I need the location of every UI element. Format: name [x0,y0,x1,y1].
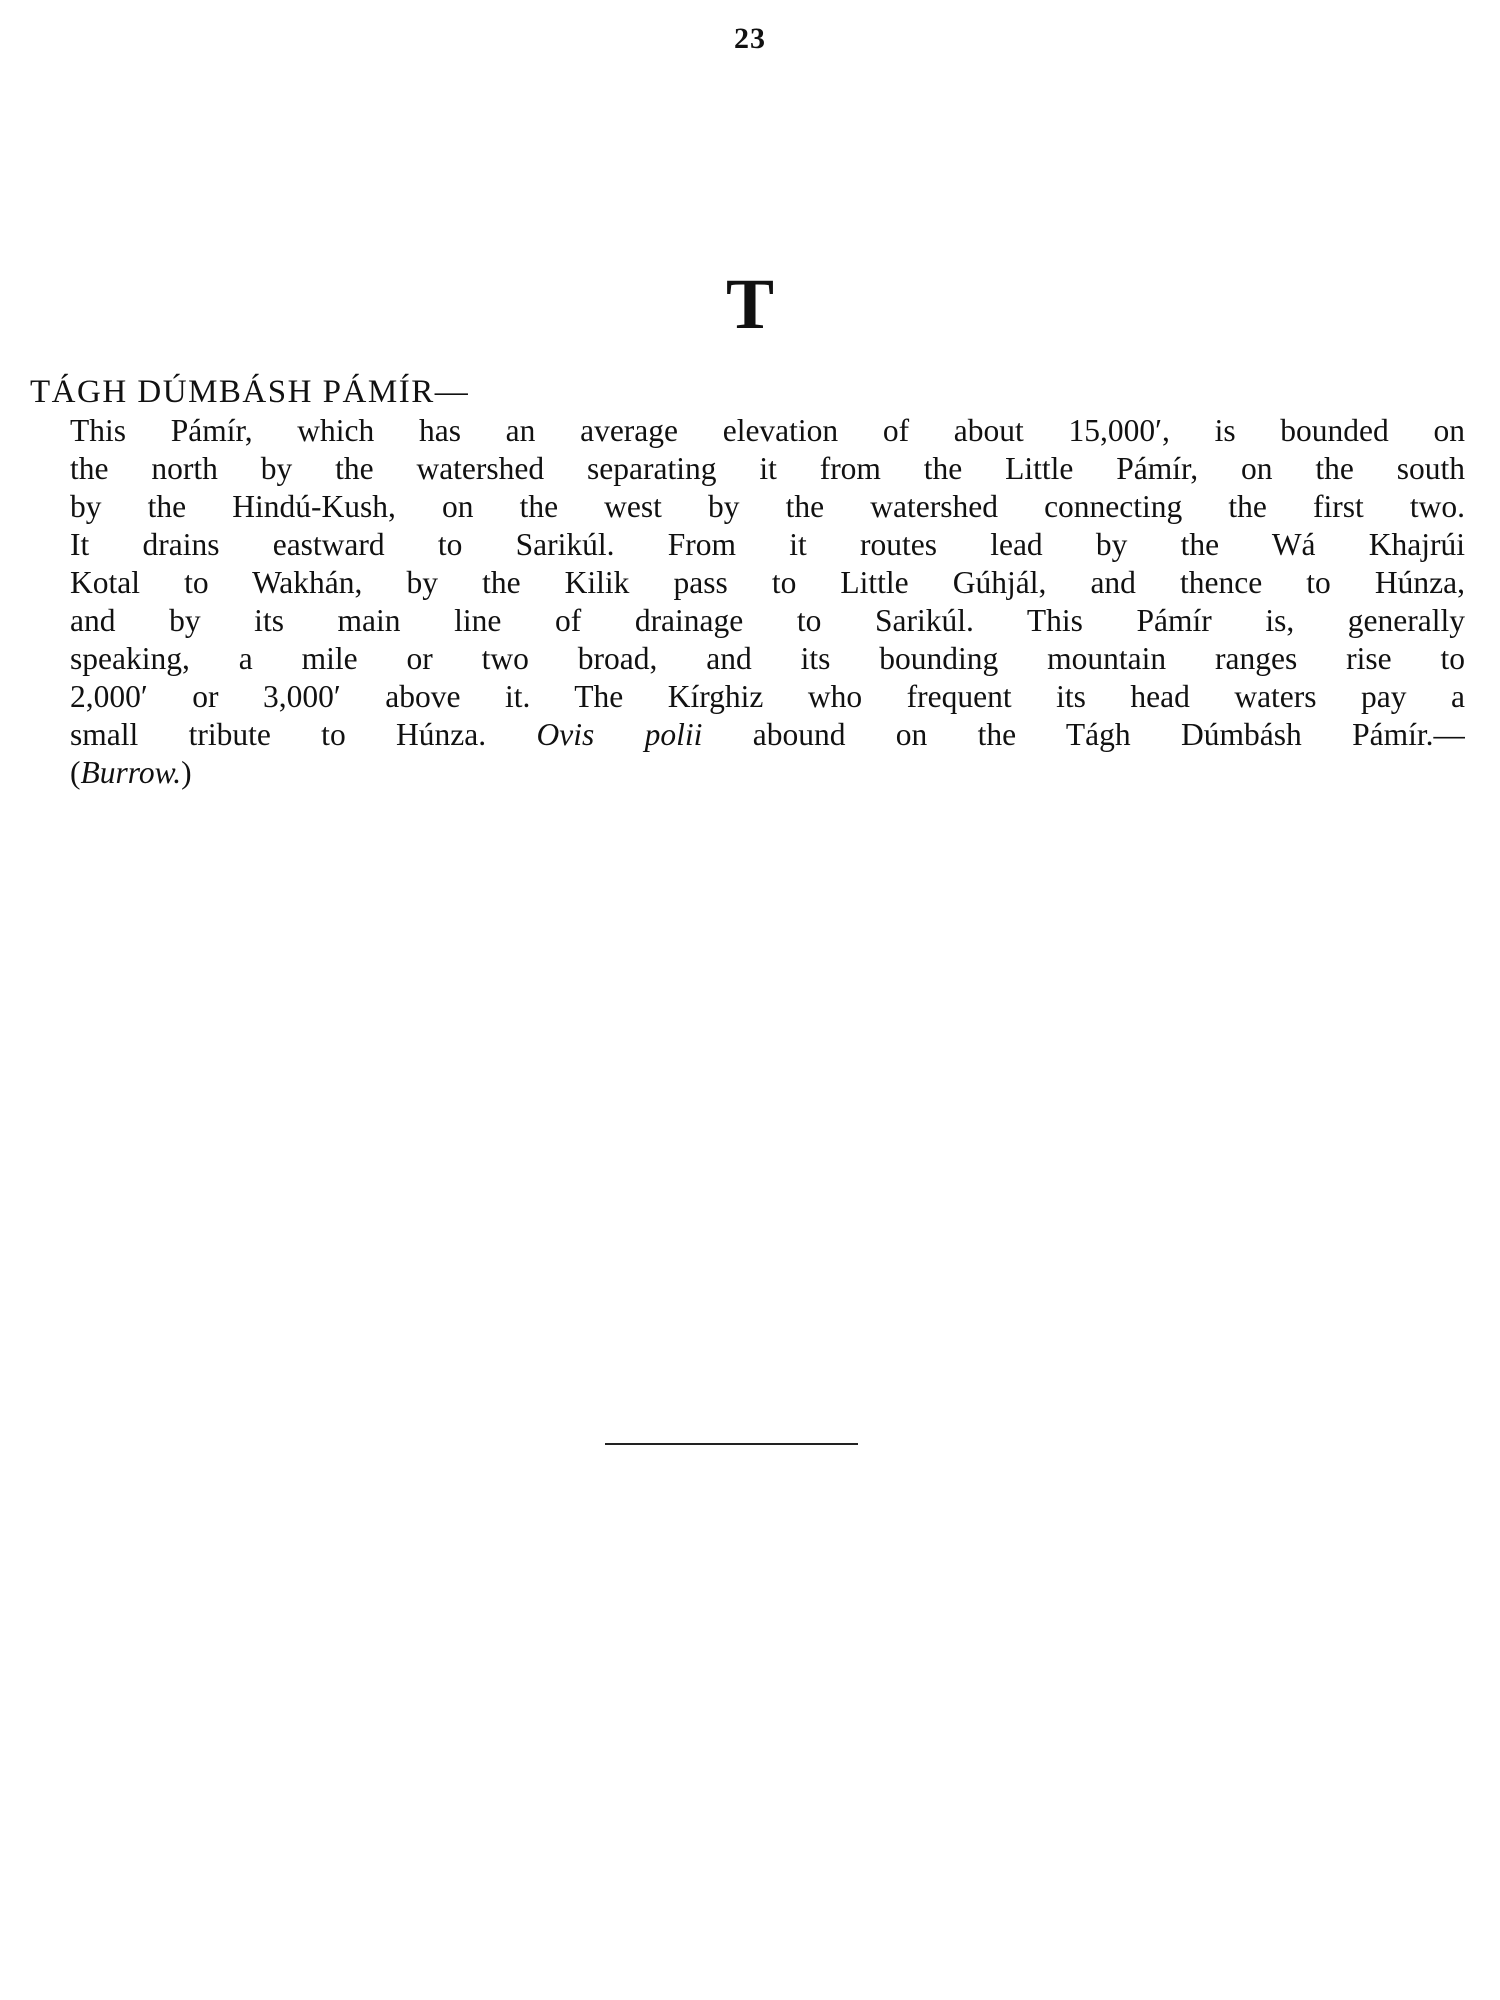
entry-line: the north by the watershed separating it from the Little Pámír, on the south [70,451,1465,486]
citation-author: Burrow. [80,755,182,790]
entry-line: and by its main line of drainage to Sarikúl. This Pámír is, generally [70,603,1465,638]
entry-text: abound on the Tágh Dúmbásh Pámír.— [702,717,1465,752]
entry-line: It drains eastward to Sarikúl. From it routes lead by the Wá Khajrúi [70,527,1465,562]
section-divider-rule [605,1443,858,1445]
entry-line: 2,000′ or 3,000′ above it. The Kírghiz who frequent its head waters pay a [70,679,1465,714]
gazetteer-entry [30,372,1470,792]
page-number: 23 [734,22,766,55]
entry-line: This Pámír, which has an average elevation of about 15,000′, is bounded on [70,413,1465,448]
entry-text: small tribute to Húnza. [70,717,537,752]
entry-heading: TÁGH DÚMBÁSH PÁMÍR— [30,374,470,410]
section-letter-heading: T [725,264,775,344]
citation-paren-open: ( [70,755,81,790]
source-citation [70,754,1465,792]
entry-line: by the Hindú-Kush, on the west by the watershed connecting the first two. [70,489,1465,524]
entry-line: speaking, a mile or two broad, and its bounding mountain ranges rise to [70,641,1465,676]
entry-line: Kotal to Wakhán, by the Kilik pass to Little Gúhjál, and thence to Húnza, [70,565,1465,600]
entry-line [70,716,1465,754]
species-name: Ovis polii [536,717,703,752]
entry-body [30,412,1470,792]
citation-paren-close: ) [181,755,192,790]
